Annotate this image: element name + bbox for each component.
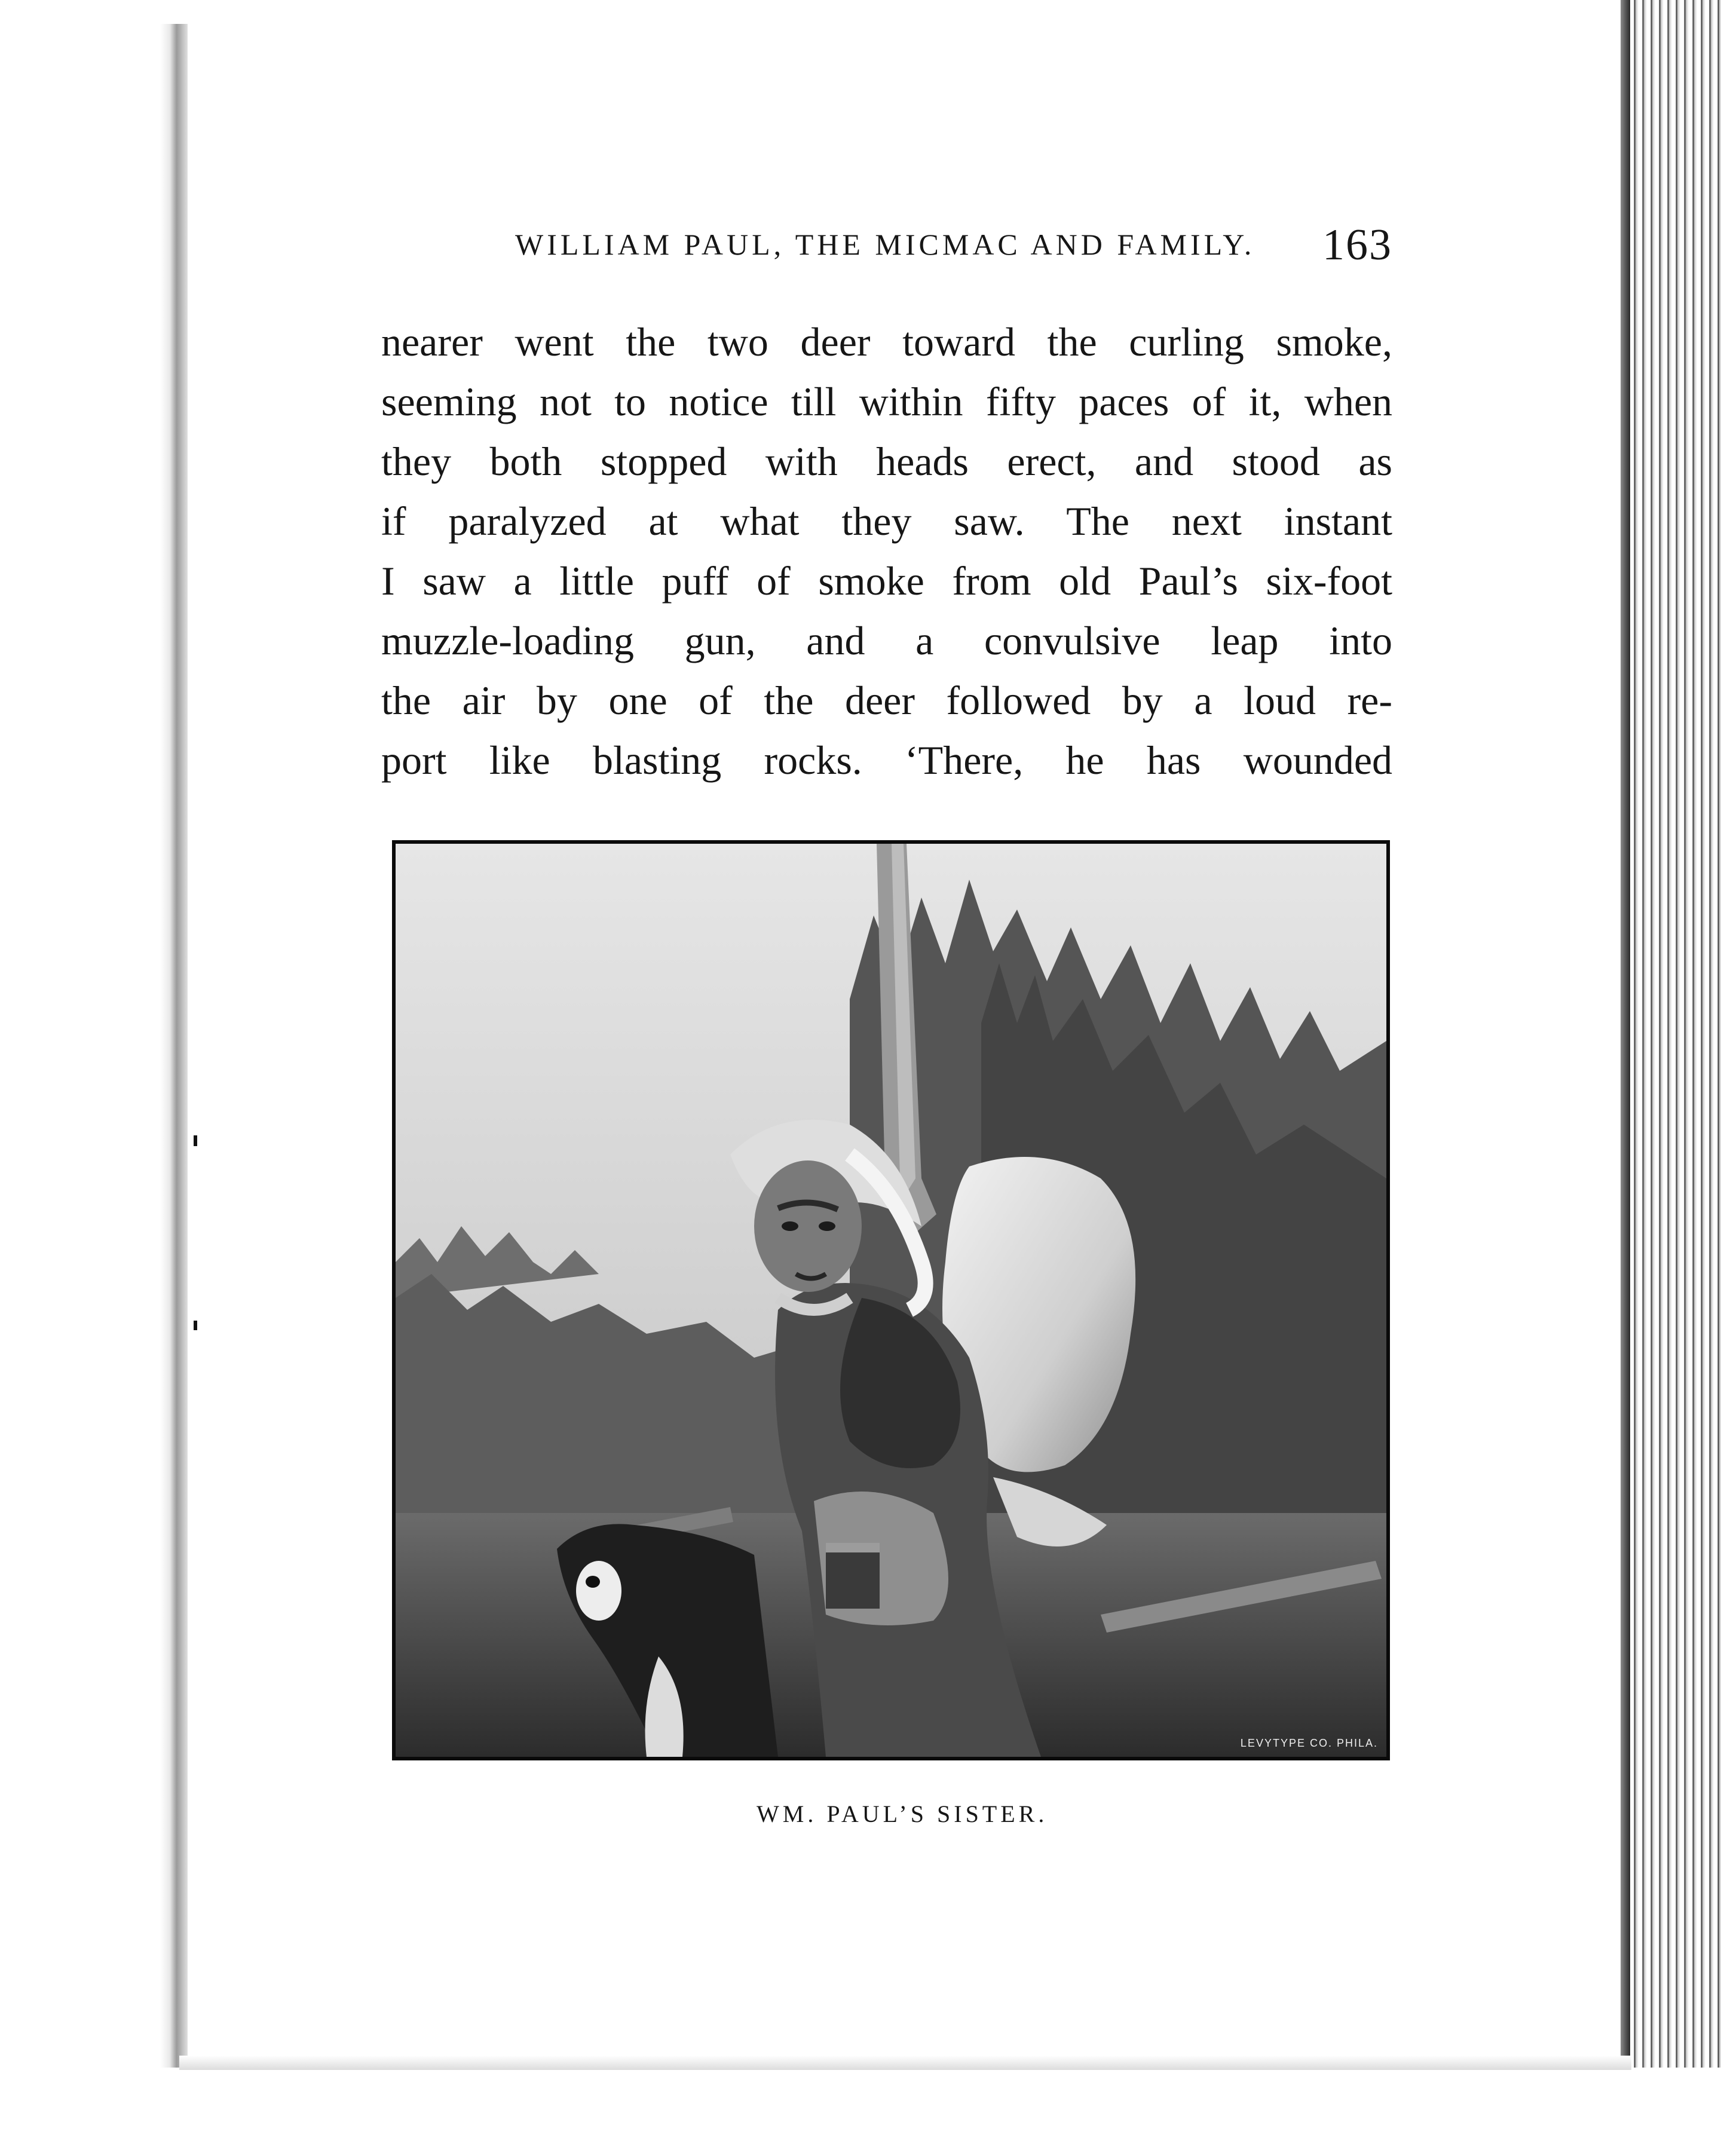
text-line: I saw a little puff of smoke from old Paul’s six-foot <box>381 558 1392 604</box>
photo-illustration <box>396 844 1386 1757</box>
text-line: port like blasting rocks. ‘There, he has wounded <box>381 737 1392 783</box>
page-number: 163 <box>1322 220 1392 270</box>
halftone-photograph <box>392 840 1390 1760</box>
running-title: WILLIAM PAUL, THE MICMAC AND FAMILY. <box>515 228 1255 261</box>
body-text <box>381 312 1392 790</box>
engraver-credit: LEVYTYPE CO. PHILA. <box>1240 1737 1378 1749</box>
figure-caption: WM. PAUL’S SISTER. <box>757 1800 1048 1827</box>
page-edges <box>1630 0 1721 2068</box>
bottom-shadow <box>179 2056 1631 2070</box>
margin-mark <box>194 1321 197 1330</box>
text-line: the air by one of the deer followed by a loud re- <box>381 678 1392 723</box>
margin-mark <box>194 1135 197 1146</box>
text-line: they both stopped with heads erect, and stood as <box>381 439 1392 484</box>
text-line: seeming not to notice till within fifty paces of it, when <box>381 379 1392 424</box>
running-head <box>382 220 1392 268</box>
binding-gutter <box>160 24 188 2068</box>
text-line: nearer went the two deer toward the curling smoke, <box>381 319 1392 365</box>
text-line: if paralyzed at what they saw. The next instant <box>381 498 1392 544</box>
text-line: muzzle-loading gun, and a convulsive leap into <box>381 618 1392 663</box>
